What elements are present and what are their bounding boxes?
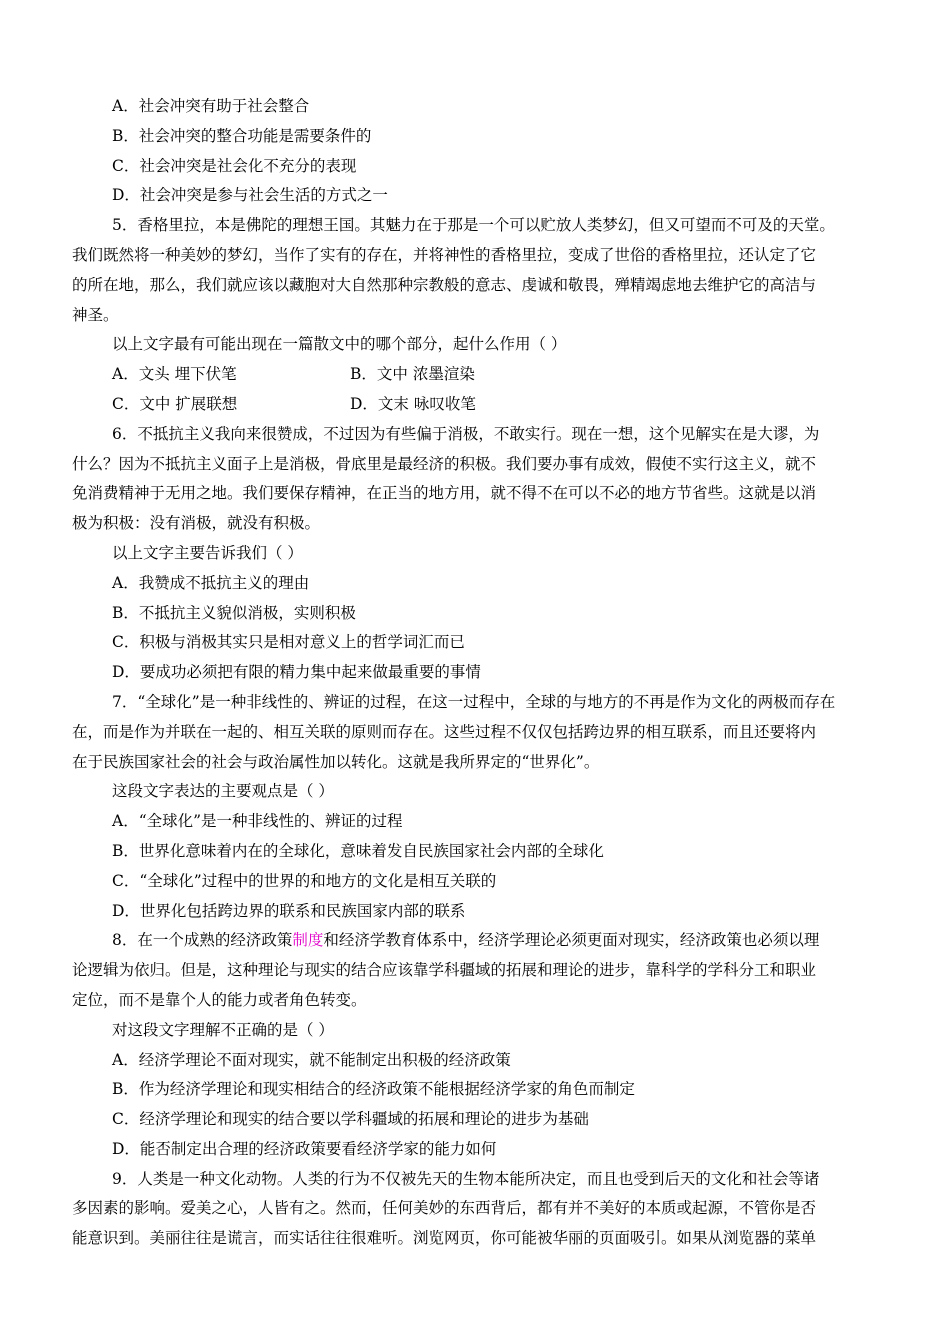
q9-passage-line-1: 9．人类是一种文化动物。人类的行为不仅被先天的生物本能所决定，而且也受到后天的文化和社会等诸 [112,1169,820,1188]
q8-question: 对这段文字理解不正确的是（ ） [112,1020,334,1039]
q4-option-d: D．社会冲突是参与社会生活的方式之一 [112,186,388,205]
q5-passage-line-4: 神圣。 [72,305,119,324]
q5-options-row-1 [72,360,878,390]
q6-passage-line-2: 什么？因为不抵抗主义面子上是消极，骨底里是最经济的积极。我们要办事有成效，假使不实行这主义，就不 [72,454,817,473]
q8-passage-line-2: 论逻辑为依归。但是，这种理论与现实的结合应该靠学科疆域的拓展和理论的进步，靠科学的学科分工和职业 [72,961,817,980]
q8-option-d: D．能否制定出合理的经济政策要看经济学家的能力如何 [112,1139,497,1158]
q8-passage-line-1 [72,926,878,956]
q5-option-c: C．文中 扩展联想 [112,394,238,413]
q8-option-c: C．经济学理论和现实的结合要以学科疆域的拓展和理论的进步为基础 [112,1110,589,1129]
q6-option-d: D．要成功必须把有限的精力集中起来做最重要的事情 [112,663,481,682]
q8-line1-before: 8．在一个成熟的经济政策 [112,931,293,950]
q6-passage-line-1: 6．不抵抗主义我向来很赞成，不过因为有些偏于消极，不敢实行。现在一想，这个见解实在是大谬，为 [112,424,820,443]
q9-passage-line-3: 能意识到。美丽往往是谎言，而实话往往很难听。浏览网页，你可能被华丽的页面吸引。如果从浏览器的菜单 [72,1229,817,1248]
q9-passage-line-2: 多因素的影响。爱美之心，人皆有之。然而，任何美妙的东西背后，都有并不美好的本质或起源，不管你是否 [72,1199,817,1218]
q8-option-a: A．经济学理论不面对现实，就不能制定出积极的经济政策 [112,1050,511,1069]
q7-passage-line-1: 7．“全球化”是一种非线性的、辨证的过程，在这一过程中，全球的与地方的不再是作为文化的两极而存在 [112,692,836,711]
q5-passage-line-3: 的所在地，那么，我们就应该以藏胞对大自然那种宗教般的意志、虔诚和敬畏，殚精竭虑地去维护它的高洁与 [72,275,817,294]
q7-option-a: A．“全球化”是一种非线性的、辨证的过程 [112,812,403,831]
q5-passage-line-2: 我们既然将一种美妙的梦幻，当作了实有的存在，并将神性的香格里拉，变成了世俗的香格里拉，还认定了它 [72,245,817,264]
q5-option-d: D．文末 咏叹收笔 [350,394,476,413]
q8-line1-after: 和经济学教育体系中，经济学理论必须更面对现实，经济政策也必须以理 [323,931,820,950]
q5-question: 以上文字最有可能出现在一篇散文中的哪个部分，起什么作用（ ） [112,335,567,354]
q7-passage-line-3: 在于民族国家社会的社会与政治属性加以转化。这就是我所界定的“世界化”。 [72,752,600,771]
document-page [72,92,878,1254]
q8-option-b: B．作为经济学理论和现实相结合的经济政策不能根据经济学家的角色而制定 [112,1080,635,1099]
q6-option-a: A．我赞成不抵抗主义的理由 [112,573,310,592]
q6-passage-line-4: 极为积极：没有消极，就没有积极。 [72,514,321,533]
q4-option-a: A．社会冲突有助于社会整合 [112,97,310,115]
q4-option-c: C．社会冲突是社会化不充分的表现 [112,156,357,175]
q5-option-a: A．文头 埋下伏笔 [112,365,237,384]
q7-option-d: D．世界化包括跨边界的联系和民族国家内部的联系 [112,901,466,920]
q6-option-c: C．积极与消极其实只是相对意义上的哲学词汇而已 [112,633,465,652]
q6-option-b: B．不抵抗主义貌似消极，实则积极 [112,603,356,622]
q8-passage-line-3: 定位，而不是靠个人的能力或者角色转变。 [72,990,367,1009]
q4-option-b: B．社会冲突的整合功能是需要条件的 [112,126,372,145]
q7-option-c: C．“全球化”过程中的世界的和地方的文化是相互关联的 [112,871,497,890]
q7-passage-line-2: 在，而是作为并联在一起的、相互关联的原则而存在。这些过程不仅仅包括跨边界的相互联系，而且还要将内 [72,722,817,741]
q5-option-b: B．文中 浓墨渲染 [350,365,475,384]
q6-passage-line-3: 免消费精神于无用之地。我们要保存精神，在正当的地方用，就不得不在可以不必的地方节省些。这就是以消 [72,484,817,503]
q7-option-b: B．世界化意味着内在的全球化，意味着发自民族国家社会内部的全球化 [112,841,604,860]
q8-highlight-link[interactable]: 制度 [292,931,324,950]
q7-question: 这段文字表达的主要观点是（ ） [112,782,334,801]
q5-passage-line-1: 5．香格里拉，本是佛陀的理想王国。其魅力在于那是一个可以贮放人类梦幻，但又可望而不可及的天堂。 [112,216,835,235]
q6-question: 以上文字主要告诉我们（ ） [112,543,303,562]
q5-options-row-2 [72,390,878,420]
